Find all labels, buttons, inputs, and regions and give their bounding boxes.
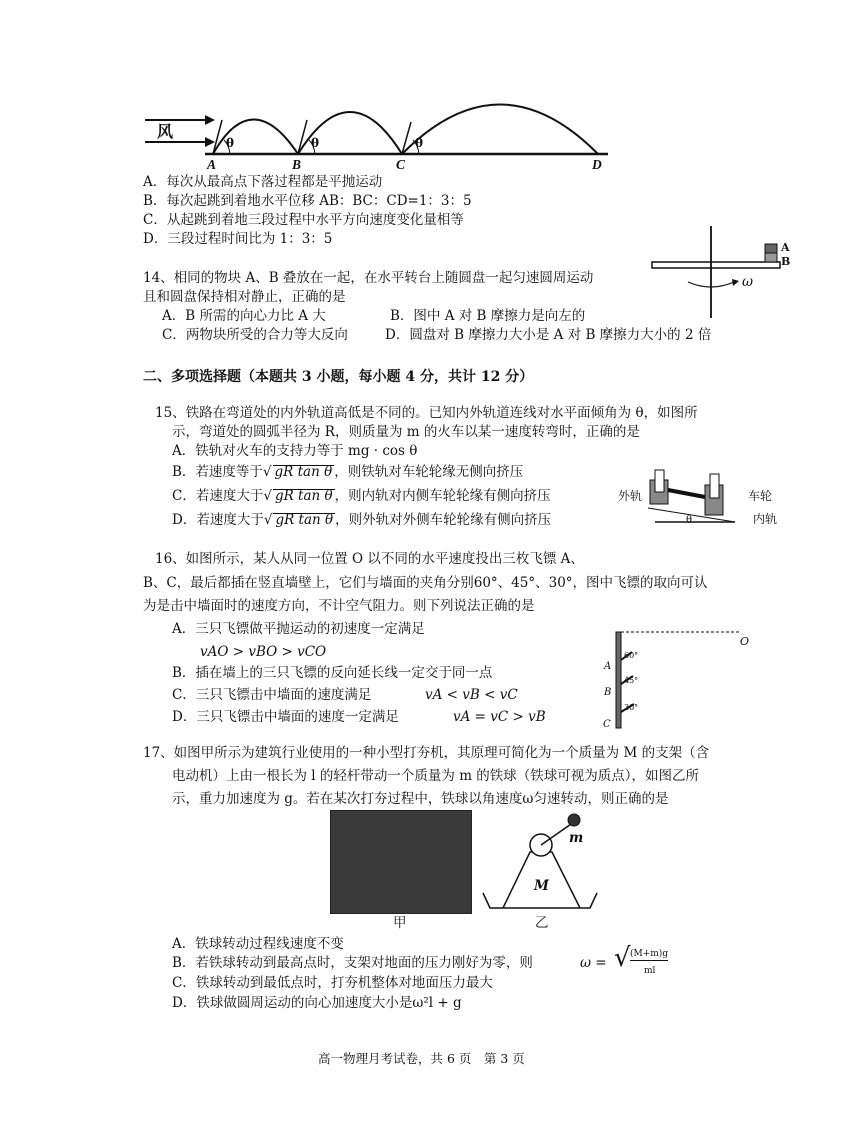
q15-fig-wheel: 车轮 [748, 489, 773, 503]
fig-m-big: M [534, 878, 549, 894]
q13-option-b: B．每次起跳到着地水平位移 AB：BC：CD=1：3：5 [143, 193, 472, 209]
q14-fig-omega: ω [742, 274, 754, 290]
q16-fig-45: 45° [624, 676, 639, 685]
q13-option-d: D．三段过程时间比为 1：3：5 [143, 231, 333, 247]
q14-fig-b: B [781, 255, 791, 268]
q15-fig-outer-rail: 外轨 [618, 489, 643, 503]
q14-option-b: B．图中 A 对 B 摩擦力是向左的 [390, 308, 586, 324]
q15-option-c-pre: C．若速度大于 [172, 488, 264, 504]
section-2-title: 二、多项选择题（本题共 3 小题，每小题 4 分，共计 12 分） [143, 369, 534, 385]
q17-option-b-num: (M+m)g [630, 949, 669, 959]
q17-option-c: C．铁球转动到最低点时，打夯机整体对地面压力最大 [172, 975, 493, 991]
q14-option-d: D．圆盘对 B 摩擦力大小是 A 对 B 摩擦力大小的 2 倍 [385, 327, 712, 343]
page-footer: 高一物理月考试卷，共 6 页 第 3 页 [318, 1051, 525, 1066]
q15-option-c-sqrt: √ gR tan θ [263, 488, 333, 504]
q16-stem-2: B、C，最后都插在竖直墙壁上，它们与墙面的夹角分别60°、45°、30°，图中飞镖的取向可认 [143, 575, 708, 591]
fig-m-small: m [569, 830, 584, 846]
q15-option-b-sqrt: √ gR tan θ [262, 464, 333, 480]
angle-label: θ [311, 136, 320, 150]
q16-fig-30: 30° [624, 703, 639, 712]
q13-option-a: A．每次从最高点下落过程都是平抛运动 [143, 174, 383, 190]
q14-option-c: C．两物块所受的合力等大反向 [162, 327, 348, 343]
point-c-label: C [396, 157, 406, 172]
q14-option-a: A．B 所需的向心力比 A 大 [162, 308, 326, 324]
angle-label: θ [415, 136, 424, 150]
q15-stem-1: 15、铁路在弯道处的内外轨道高低是不同的。已知内外轨道连线对水平面倾角为 θ，如图所 [155, 405, 698, 421]
q17-stem-2: 电动机）上由一根长为 l 的轻杆带动一个质量为 m 的铁球（铁球可视为质点），如图乙所 [172, 768, 700, 784]
q17-option-b-den: ml [644, 966, 656, 976]
q17-stem-1: 17、如图甲所示为建筑行业使用的一种小型打夯机，其原理可简化为一个质量为 M 的支架（含 [143, 745, 710, 761]
wind-label: 风 [157, 122, 174, 141]
q17-option-b: B．若铁球转动到最高点时，支架对地面的压力刚好为零，则 [172, 955, 533, 971]
q17-option-b-radical: √ [614, 943, 631, 973]
q16-stem-1: 16、如图所示，某人从同一位置 O 以不同的水平速度投出三枚飞镖 A、 [155, 551, 584, 567]
q15-stem-2: 示，弯道处的圆弧半径为 R，则质量为 m 的火车以某一速度转弯时，正确的是 [172, 424, 640, 440]
q13-option-c: C．从起跳到着地三段过程中水平方向速度变化量相等 [143, 212, 464, 228]
q16-fig-c: C [603, 719, 611, 730]
q15-option-d-pre: D．若速度大于 [172, 512, 264, 528]
q15-option-b-pre: B．若速度等于 [172, 464, 263, 480]
q15-option-d-post: ，则外轨对外侧车轮轮缘有侧向挤压 [335, 512, 552, 528]
q15-fig-theta: θ [686, 515, 693, 526]
angle-label: θ [226, 136, 235, 150]
q14-stem-1: 14、相同的物块 A、B 叠放在一起，在水平转台上随圆盘一起匀速圆周运动 [143, 270, 594, 286]
q16-option-d-formula: vA = vC > vB [453, 709, 546, 725]
q16-fig-b: B [604, 687, 612, 698]
q16-option-d: D．三只飞镖击中墙面的速度一定满足 [172, 709, 399, 725]
q17-option-b-lhs: ω = [580, 955, 607, 971]
q15-fig-inner-rail: 内轨 [753, 512, 778, 526]
q16-fig-60: 60° [624, 651, 639, 660]
point-b-label: B [292, 157, 302, 172]
q14-fig-a: A [781, 241, 790, 254]
q15-option-b-post: ，则铁轨对车轮轮缘无侧向挤压 [334, 464, 524, 480]
point-d-label: D [592, 157, 602, 172]
q15-option-d-sqrt: √ gR tan θ [263, 512, 334, 528]
q16-fig-a: A [604, 661, 612, 672]
point-a-label: A [207, 157, 217, 172]
q16-option-c-formula: vA < vB < vC [425, 687, 518, 703]
q17-option-d: D．铁球做圆周运动的向心加速度大小是ω²l + g [172, 995, 462, 1011]
fig-jia-label: 甲 [393, 915, 407, 931]
q14-stem-2: 且和圆盘保持相对静止，正确的是 [143, 289, 346, 305]
q16-option-c: C．三只飞镖击中墙面的速度满足 [172, 687, 372, 703]
q15-option-c-post: ，则内轨对内侧车轮轮缘有侧向挤压 [334, 488, 551, 504]
q16-stem-3: 为是击中墙面时的速度方向，不计空气阻力。则下列说法正确的是 [143, 598, 535, 614]
q16-option-a-formula: vAO > vBO > vCO [200, 644, 327, 660]
q16-option-b: B．插在墙上的三只飞镖的反向延长线一定交于同一点 [172, 665, 493, 681]
q15-option-a: A．铁轨对火车的支持力等于 mg · cos θ [172, 443, 418, 459]
q17-stem-3: 示，重力加速度为 g。若在某次打夯过程中，铁球以角速度ω匀速转动，则正确的是 [172, 791, 669, 807]
q16-option-a: A．三只飞镖做平抛运动的初速度一定满足 [172, 621, 425, 637]
q17-option-a: A．铁球转动过程线速度不变 [172, 936, 344, 952]
fig-yi-label: 乙 [535, 915, 549, 931]
q16-fig-o: O [740, 635, 750, 648]
